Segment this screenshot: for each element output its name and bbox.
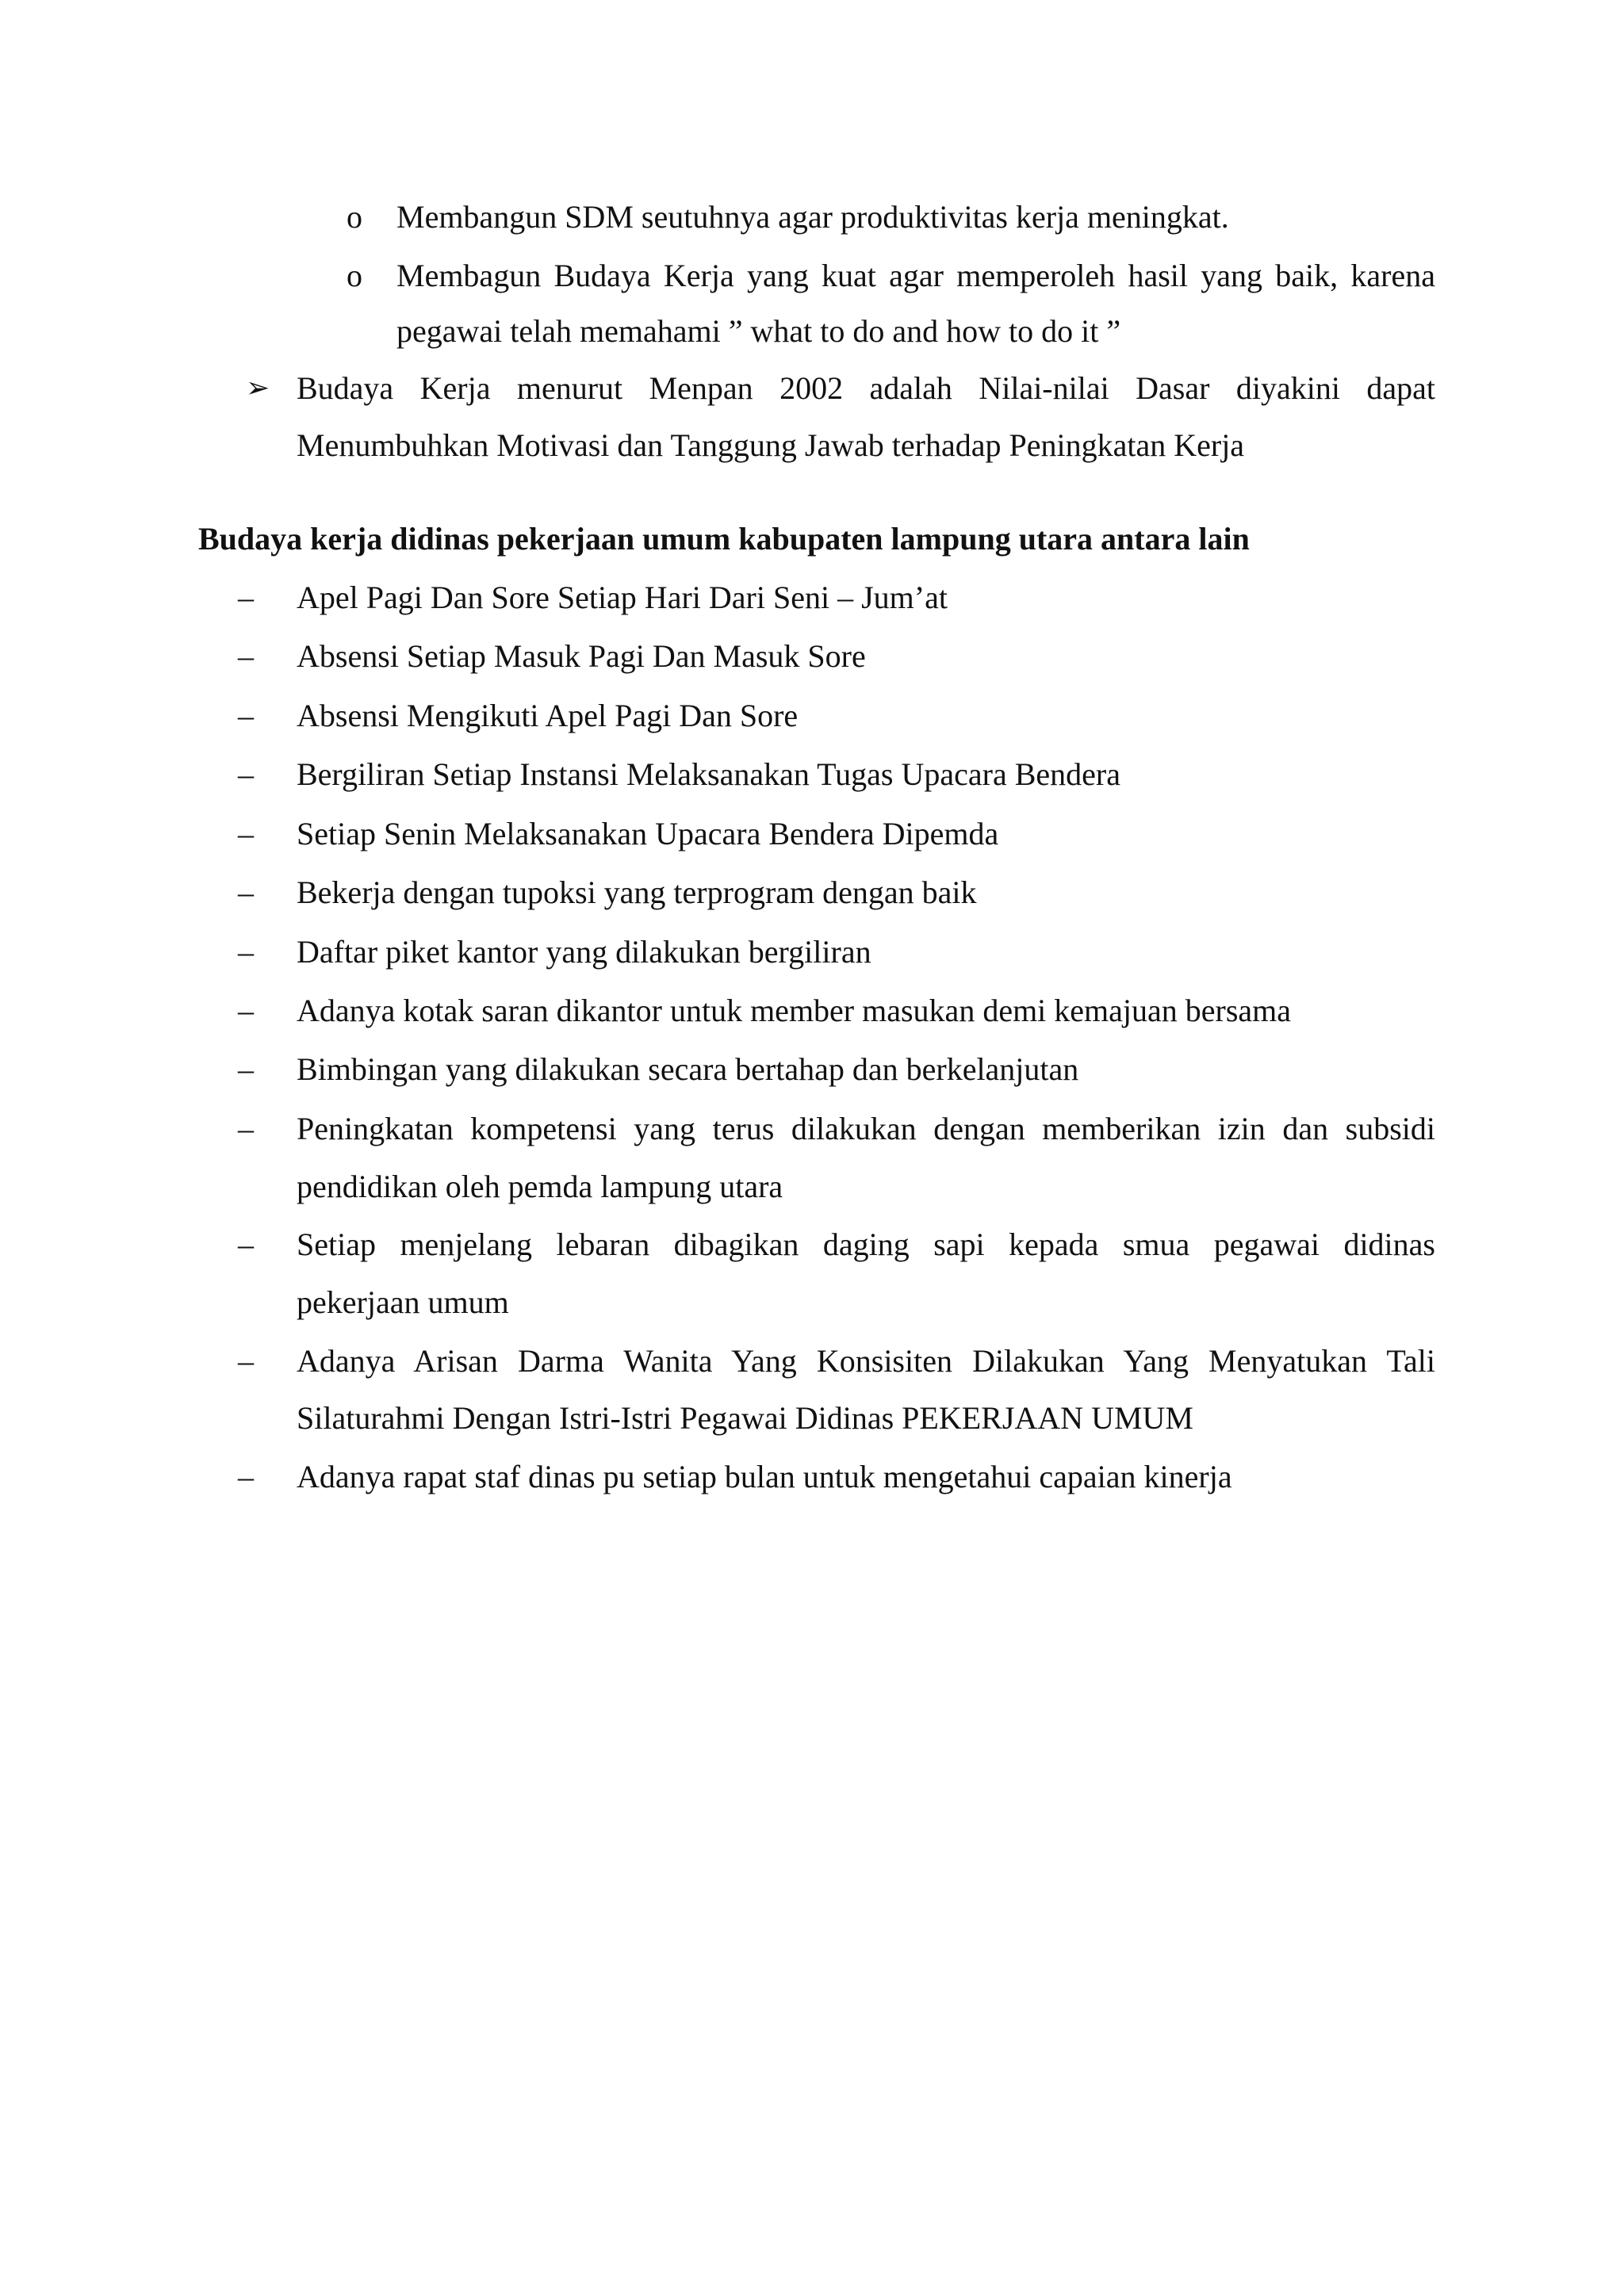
list-item: Adanya kotak saran dikantor untuk member masukan demi kemajuan bersama: [297, 993, 1292, 1028]
list-item: Bimbingan yang dilakukan secara bertahap dan berkelanjutan: [297, 1051, 1079, 1087]
sub-bullet-text: Membangun SDM seutuhnya agar produktivitas kerja meningkat.: [396, 199, 1229, 235]
dash-bullet-icon: –: [238, 1343, 254, 1379]
dash-bullet-icon: –: [238, 1459, 254, 1494]
sub-bullet-text: Membagun Budaya Kerja yang kuat agar memperoleh hasil yang baik, karena: [396, 258, 1435, 293]
arrow-bullet-icon: ➢: [246, 372, 270, 404]
list-item: Absensi Setiap Masuk Pagi Dan Masuk Sore: [297, 638, 866, 674]
section-heading: Budaya kerja didinas pekerjaan umum kabupaten lampung utara antara lain: [198, 521, 1250, 557]
dash-bullet-icon: –: [238, 874, 254, 910]
circle-bullet-icon: o: [347, 258, 362, 293]
dash-bullet-icon: –: [238, 816, 254, 851]
list-item: Adanya Arisan Darma Wanita Yang Konsisiten Dilakukan Yang Menyatukan Tali: [297, 1343, 1435, 1379]
list-item-continued: pekerjaan umum: [297, 1284, 509, 1320]
main-bullet-text: Budaya Kerja menurut Menpan 2002 adalah Nilai-nilai Dasar diyakini dapat: [297, 370, 1435, 406]
list-item: Apel Pagi Dan Sore Setiap Hari Dari Seni – Jum’at: [297, 580, 948, 615]
dash-bullet-icon: –: [238, 993, 254, 1028]
dash-bullet-icon: –: [238, 638, 254, 674]
dash-bullet-icon: –: [238, 1111, 254, 1146]
list-item: Peningkatan kompetensi yang terus dilakukan dengan memberikan izin dan subsidi: [297, 1111, 1435, 1146]
dash-bullet-icon: –: [238, 934, 254, 970]
list-item: Daftar piket kantor yang dilakukan bergiliran: [297, 934, 871, 970]
list-item: Bergiliran Setiap Instansi Melaksanakan Tugas Upacara Bendera: [297, 756, 1120, 792]
dash-bullet-icon: –: [238, 1051, 254, 1087]
list-item: Adanya rapat staf dinas pu setiap bulan untuk mengetahui capaian kinerja: [297, 1459, 1232, 1494]
dash-bullet-icon: –: [238, 756, 254, 792]
dash-bullet-icon: –: [238, 1226, 254, 1262]
main-bullet-text-continued: Menumbuhkan Motivasi dan Tanggung Jawab terhadap Peningkatan Kerja: [297, 427, 1245, 463]
sub-bullet-text-continued: pegawai telah memahami ” what to do and how to do it ”: [396, 313, 1121, 349]
list-item: Setiap Senin Melaksanakan Upacara Bendera Dipemda: [297, 816, 999, 851]
list-item-continued: Silaturahmi Dengan Istri-Istri Pegawai Didinas PEKERJAAN UMUM: [297, 1400, 1193, 1436]
list-item: Absensi Mengikuti Apel Pagi Dan Sore: [297, 698, 799, 733]
circle-bullet-icon: o: [347, 199, 362, 235]
list-item-continued: pendidikan oleh pemda lampung utara: [297, 1169, 783, 1204]
list-item: Setiap menjelang lebaran dibagikan daging sapi kepada smua pegawai didinas: [297, 1226, 1435, 1262]
list-item: Bekerja dengan tupoksi yang terprogram dengan baik: [297, 874, 977, 910]
dash-bullet-icon: –: [238, 698, 254, 733]
dash-bullet-icon: –: [238, 580, 254, 615]
